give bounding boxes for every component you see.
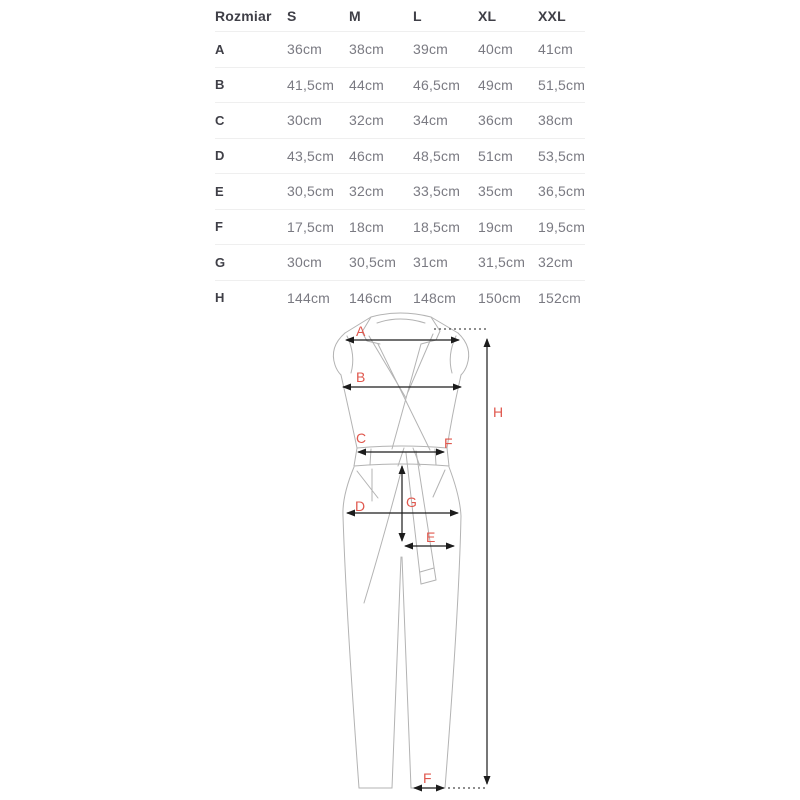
size-value-cell: 32cm <box>349 183 385 200</box>
size-value-cell: 31cm <box>413 254 449 271</box>
row-label: H <box>215 290 225 306</box>
label-f-waist: F <box>444 435 453 451</box>
row-label: B <box>215 77 225 93</box>
size-value-cell: 30cm <box>287 112 323 129</box>
size-value-cell: 18,5cm <box>413 218 461 235</box>
header-cell-m: M <box>349 7 361 24</box>
size-value-cell: 152cm <box>538 289 582 306</box>
jumpsuit-drawing <box>333 313 468 788</box>
size-value-cell: 49cm <box>478 76 514 93</box>
label-e: E <box>426 529 436 545</box>
size-value-cell: 19cm <box>478 218 514 235</box>
row-label: E <box>215 183 224 199</box>
size-value-cell: 38cm <box>349 41 385 58</box>
size-value-cell: 146cm <box>349 289 393 306</box>
size-value-cell: 46,5cm <box>413 76 461 93</box>
size-value-cell: 51,5cm <box>538 76 586 93</box>
size-value-cell: 44cm <box>349 76 385 93</box>
header-cell-l: L <box>413 7 422 24</box>
measurement-labels <box>355 323 503 786</box>
size-value-cell: 35cm <box>478 183 514 200</box>
size-value-cell: 31,5cm <box>478 254 526 271</box>
size-value-cell: 48,5cm <box>413 147 461 164</box>
size-value-cell: 33,5cm <box>413 183 461 200</box>
size-value-cell: 36,5cm <box>538 183 586 200</box>
size-value-cell: 148cm <box>413 289 457 306</box>
size-value-cell: 36cm <box>478 112 514 129</box>
size-value-cell: 43,5cm <box>287 147 335 164</box>
measurement-arrows <box>343 339 487 788</box>
size-value-cell: 41,5cm <box>287 76 335 93</box>
header-cell-xxl: XXL <box>538 7 566 24</box>
size-value-cell: 30,5cm <box>287 183 335 200</box>
size-value-cell: 46cm <box>349 147 385 164</box>
size-value-cell: 39cm <box>413 41 449 58</box>
size-value-cell: 51cm <box>478 147 514 164</box>
size-value-cell: 30cm <box>287 254 323 271</box>
size-value-cell: 32cm <box>349 112 385 129</box>
size-value-cell: 32cm <box>538 254 574 271</box>
size-value-cell: 19,5cm <box>538 218 586 235</box>
label-d: D <box>355 498 366 514</box>
header-cell-rozmiar: Rozmiar <box>215 7 272 24</box>
size-value-cell: 40cm <box>478 41 514 58</box>
label-g: G <box>406 494 417 510</box>
row-label: C <box>215 112 225 128</box>
row-label: A <box>215 41 225 57</box>
size-value-cell: 53,5cm <box>538 147 586 164</box>
row-label: F <box>215 219 223 235</box>
size-value-cell: 38cm <box>538 112 574 129</box>
row-label: G <box>215 254 226 270</box>
label-a: A <box>356 323 366 339</box>
size-value-cell: 36cm <box>287 41 323 58</box>
size-value-cell: 30,5cm <box>349 254 397 271</box>
label-h: H <box>493 404 504 420</box>
size-value-cell: 150cm <box>478 289 522 306</box>
size-value-cell: 144cm <box>287 289 331 306</box>
size-value-cell: 41cm <box>538 41 574 58</box>
size-value-cell: 18cm <box>349 218 385 235</box>
header-cell-s: S <box>287 7 297 24</box>
size-value-cell: 17,5cm <box>287 218 335 235</box>
label-c: C <box>356 430 367 446</box>
size-value-cell: 34cm <box>413 112 449 129</box>
header-cell-xl: XL <box>478 7 497 24</box>
row-label: D <box>215 148 225 164</box>
label-b: B <box>356 369 366 385</box>
label-f-hem: F <box>423 770 432 786</box>
